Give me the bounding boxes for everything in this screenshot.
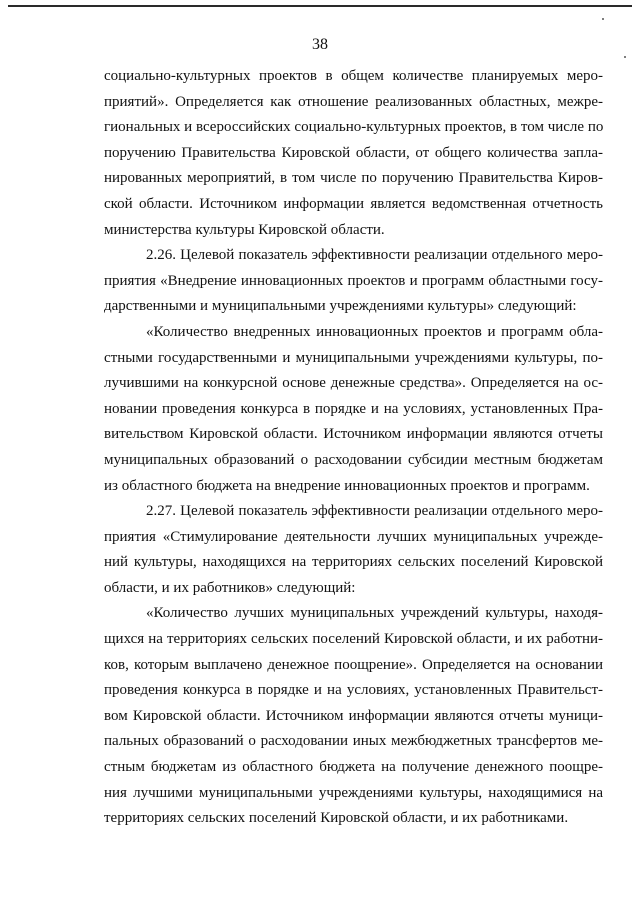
text-line: области, и их работников» следующий: bbox=[104, 579, 356, 596]
text-line: социально-культурных проектов в общем количестве планируемых меро- bbox=[104, 68, 603, 84]
text-line: пальных образований о расходовании иных межбюджетных трансфертов ме- bbox=[104, 733, 603, 750]
text-line: ния лучшими муниципальными учреждениями культуры, находящимися на bbox=[104, 784, 603, 801]
text-line: проведения конкурса в порядке и на условиях, установленных Правительст- bbox=[104, 682, 603, 699]
text-line: стным бюджетам из областного бюджета на получение денежного поощре- bbox=[104, 759, 603, 776]
text-line: «Количество лучших муниципальных учреждений культуры, находя- bbox=[146, 605, 603, 622]
text-line: ков, которым выплачено денежное поощрение». Определяется на основании bbox=[104, 656, 603, 673]
text-line: новании проведения конкурса в порядке и на условиях, установленных Пра- bbox=[104, 400, 603, 417]
text-line: приятий». Определяется как отношение реализованных областных, межре- bbox=[104, 93, 603, 110]
scan-speck bbox=[624, 56, 626, 58]
text-line: ний культуры, находящихся на территориях сельских поселений Кировской bbox=[104, 554, 603, 571]
text-line: «Количество внедренных инновационных проектов и программ обла- bbox=[146, 323, 603, 340]
text-line: нированных мероприятий, в том числе по поручению Правительства Киров- bbox=[104, 170, 603, 187]
text-line: щихся на территориях сельских поселений Кировской области, и их работни- bbox=[104, 631, 603, 648]
text-line: территориях сельских поселений Кировской области, и их работниками. bbox=[104, 810, 569, 827]
text-line: приятия «Внедрение инновационных проектов и программ областными госу- bbox=[104, 272, 603, 289]
text-line: ской области. Источником информации является ведомственная отчетность bbox=[104, 195, 603, 212]
scan-speck bbox=[602, 18, 604, 20]
page-number: 38 bbox=[312, 36, 328, 53]
text-line: 2.27. Целевой показатель эффективности реализации отдельного меро- bbox=[146, 503, 603, 520]
text-line: приятия «Стимулирование деятельности лучших муниципальных учрежде- bbox=[104, 528, 603, 545]
text-line: стными государственными и муниципальными учреждениями культуры, по- bbox=[104, 349, 603, 366]
text-line: вом Кировской области. Источником информации являются отчеты муници- bbox=[104, 707, 603, 724]
text-line: 2.26. Целевой показатель эффективности реализации отдельного меро- bbox=[146, 247, 603, 264]
document-body bbox=[104, 64, 603, 832]
text-line: гиональных и всероссийских социально-культурных проектов, в том числе по bbox=[104, 119, 604, 136]
text-line: поручению Правительства Кировской области, от общего количества запла- bbox=[104, 144, 603, 161]
text-line: лучившими на конкурсной основе денежные средства». Определяется на ос- bbox=[104, 375, 603, 392]
text-line: муниципальных образований о расходовании субсидии местным бюджетам bbox=[104, 451, 603, 468]
scan-top-edge bbox=[8, 5, 632, 7]
text-line: дарственными и муниципальными учреждениями культуры» следующий: bbox=[104, 298, 577, 315]
text-line: из областного бюджета на внедрение инновационных проектов и программ. bbox=[104, 477, 590, 494]
text-line: вительством Кировской области. Источником информации являются отчеты bbox=[104, 426, 603, 443]
text-line: министерства культуры Кировской области. bbox=[104, 221, 385, 238]
